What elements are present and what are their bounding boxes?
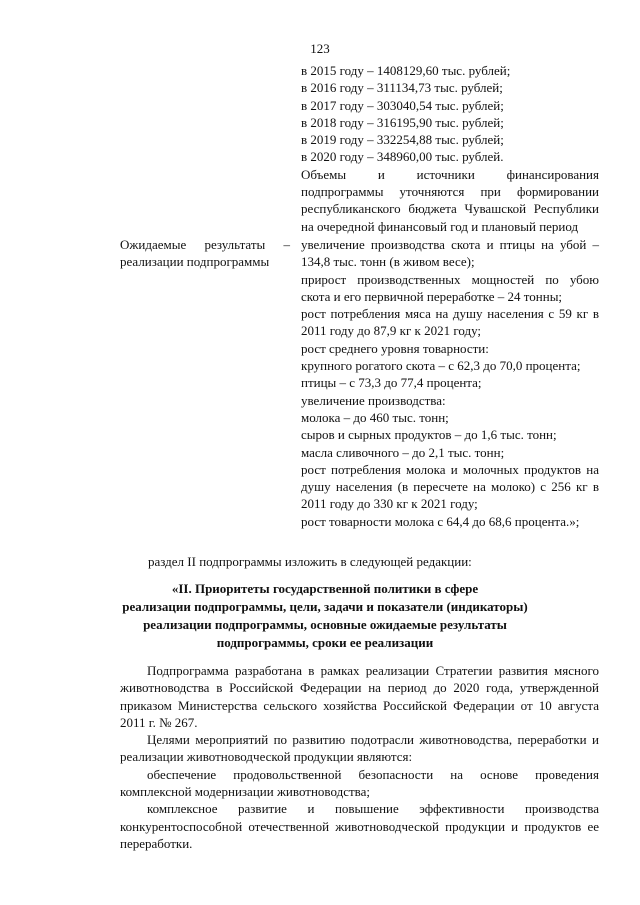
body-paragraph: Целями мероприятий по развитию подотрасли животноводства, переработки и реализации животноводческой продукции являются: bbox=[120, 732, 599, 765]
results-item: прирост производственных мощностей по убою скота и его первичной переработке – 24 тонны; bbox=[301, 271, 599, 304]
funding-year-line: в 2019 году – 332254,88 тыс. рублей; bbox=[301, 132, 504, 148]
results-list bbox=[301, 236, 599, 530]
section-heading-line: «II. Приоритеты государственной политики в сфере bbox=[171, 581, 479, 596]
results-item: увеличение производства скота и птицы на убой – 134,8 тыс. тонн (в живом весе); bbox=[301, 237, 599, 270]
funding-year-line: в 2017 году – 303040,54 тыс. рублей; bbox=[301, 97, 504, 113]
funding-year-line: в 2018 году – 316195,90 тыс. рублей; bbox=[301, 114, 504, 130]
results-label: Ожидаемые результаты – реализации подпрограммы bbox=[120, 237, 290, 270]
section-heading-line: подпрограммы, сроки ее реализации bbox=[216, 635, 434, 650]
results-item: рост среднего уровня товарности: bbox=[301, 340, 489, 356]
results-item: увеличение производства: bbox=[301, 392, 446, 408]
body-paragraph: комплексное развитие и повышение эффективности производства конкурентоспособной отечественной животноводческой продукции и продуктов ее переработки. bbox=[120, 801, 599, 851]
funding-year-line: в 2016 году – 311134,73 тыс. рублей; bbox=[301, 80, 503, 96]
section-heading-line: реализации подпрограммы, цели, задачи и показатели (индикаторы) bbox=[122, 599, 528, 614]
section-heading bbox=[100, 580, 550, 652]
section-instruction-text: раздел II подпрограммы изложить в следующей редакции: bbox=[148, 554, 472, 569]
funding-year-line: в 2020 году – 348960,00 тыс. рублей. bbox=[301, 149, 504, 165]
results-item: птицы – с 73,3 до 77,4 процента; bbox=[301, 375, 482, 391]
results-item: молока – до 460 тыс. тонн; bbox=[301, 409, 449, 425]
section-heading-line: реализации подпрограммы, основные ожидаемые результаты bbox=[143, 617, 507, 632]
results-item: рост потребления мяса на душу населения с 59 кг в 2011 году до 87,9 кг к 2021 году; bbox=[301, 306, 599, 339]
section-instruction bbox=[148, 553, 608, 570]
results-item: крупного рогатого скота – с 62,3 до 70,0 процента; bbox=[301, 358, 581, 374]
funding-year-line: в 2015 году – 1408129,60 тыс. рублей; bbox=[301, 63, 511, 78]
page-number: 123 bbox=[310, 41, 330, 56]
funding-note: Объемы и источники финансирования подпрограммы уточняются при формировании республиканского бюджета Чувашской Республики на очередной финансовый год и плановый период bbox=[301, 166, 599, 234]
body-text bbox=[120, 662, 599, 852]
results-label-cell bbox=[120, 236, 290, 271]
results-item: сыров и сырных продуктов – до 1,6 тыс. тонн; bbox=[301, 427, 557, 443]
results-item: масла сливочного – до 2,1 тыс. тонн; bbox=[301, 444, 505, 460]
funding-block bbox=[301, 62, 599, 235]
body-paragraph: обеспечение продовольственной безопасности на основе проведения комплексной модернизации животноводства; bbox=[120, 766, 599, 800]
body-paragraph: Подпрограмма разработана в рамках реализации Стратегии развития мясного животноводства в Российской Федерации на период до 2020 года, утвержденной приказом Министерства сельского хозяйства Российской Федерации от 10 августа 2011 г. № 267. bbox=[120, 663, 599, 730]
results-item: рост товарности молока с 64,4 до 68,6 процента.»; bbox=[301, 513, 580, 529]
results-item: рост потребления молока и молочных продуктов на душу населения (в пересчете на молоко) с 256 кг в 2011 году до 330 кг к 2021 году; bbox=[301, 461, 599, 512]
